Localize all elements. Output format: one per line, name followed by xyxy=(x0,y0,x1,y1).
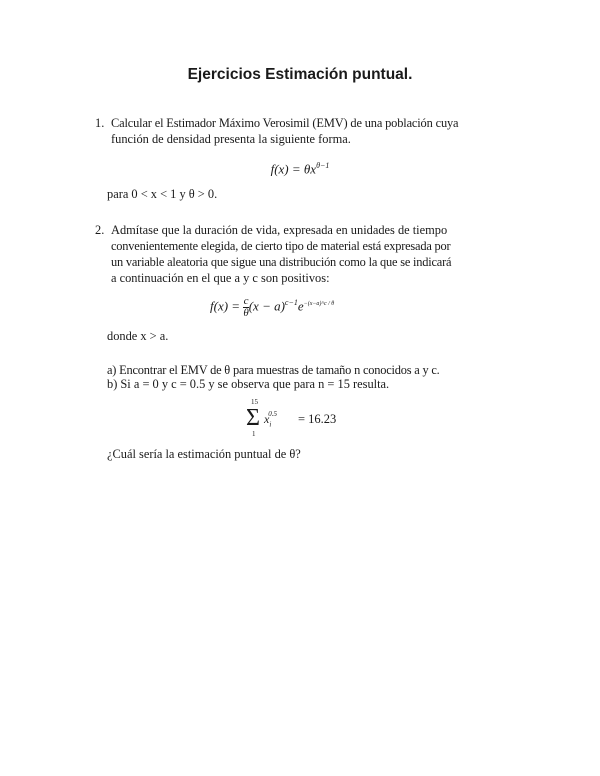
exercise-1-number: 1. xyxy=(95,116,105,130)
sum-lower-limit: 1 xyxy=(252,430,256,438)
fraction-numerator: c xyxy=(243,295,249,307)
formula-2-mid: (x − a) xyxy=(248,298,285,314)
sum-term-variable: x xyxy=(264,412,270,426)
exercise-1-line-1: Calcular el Estimador Máximo Verosimil (EMV) de una población cuya xyxy=(111,116,459,130)
exercise-1-formula xyxy=(250,161,350,177)
formula-1-body: f(x) = θx xyxy=(270,161,317,177)
exercise-2-line-4: a continuación en el que a y c son positivos: xyxy=(111,271,330,285)
exercise-2-number: 2. xyxy=(95,223,105,237)
sum-symbol: Σ xyxy=(246,405,260,431)
sum-value: = 16.23 xyxy=(298,412,337,426)
sum-term-subscript: i xyxy=(269,420,272,429)
sum-term xyxy=(264,412,280,428)
formula-2-exp-1: c−1 xyxy=(284,298,298,308)
page-title: Ejercicios Estimación puntual. xyxy=(187,66,413,83)
formula-2-exp-2: −(x−a)^c / θ xyxy=(303,301,335,308)
exercise-2-formula xyxy=(210,296,410,319)
exercise-2-part-b: b) Si a = 0 y c = 0.5 y se observa que para n = 15 resulta. xyxy=(107,377,390,391)
formula-2-e: e xyxy=(297,298,304,314)
summation-formula xyxy=(244,398,364,438)
formula-2-lhs: f(x) = xyxy=(210,298,241,314)
exercise-1-line-2: función de densidad presenta la siguiente forma. xyxy=(111,132,351,146)
exercise-2-line-3: un variable aleatoria que sigue una distribución como la que se indicará xyxy=(111,255,452,269)
exercise-2-line-1: Admítase que la duración de vida, expresada en unidades de tiempo xyxy=(111,223,448,237)
exercise-2-line-2: convenientemente elegida, de cierto tipo de material está expresada por xyxy=(111,239,451,253)
exercise-2-condition: donde x > a. xyxy=(107,329,169,343)
formula-1-exponent: θ−1 xyxy=(316,161,330,170)
exercise-2-question: ¿Cuál sería la estimación puntual de θ? xyxy=(107,447,301,461)
sum-upper-limit: 15 xyxy=(251,398,258,406)
fraction-denominator: θ xyxy=(243,307,249,319)
sum-term-exponent: 0.5 xyxy=(268,410,278,418)
exercise-1-condition: para 0 < x < 1 y θ > 0. xyxy=(107,187,218,201)
exercise-2-part-a: a) Encontrar el EMV de θ para muestras de tamaño n conocidos a y c. xyxy=(107,363,440,377)
